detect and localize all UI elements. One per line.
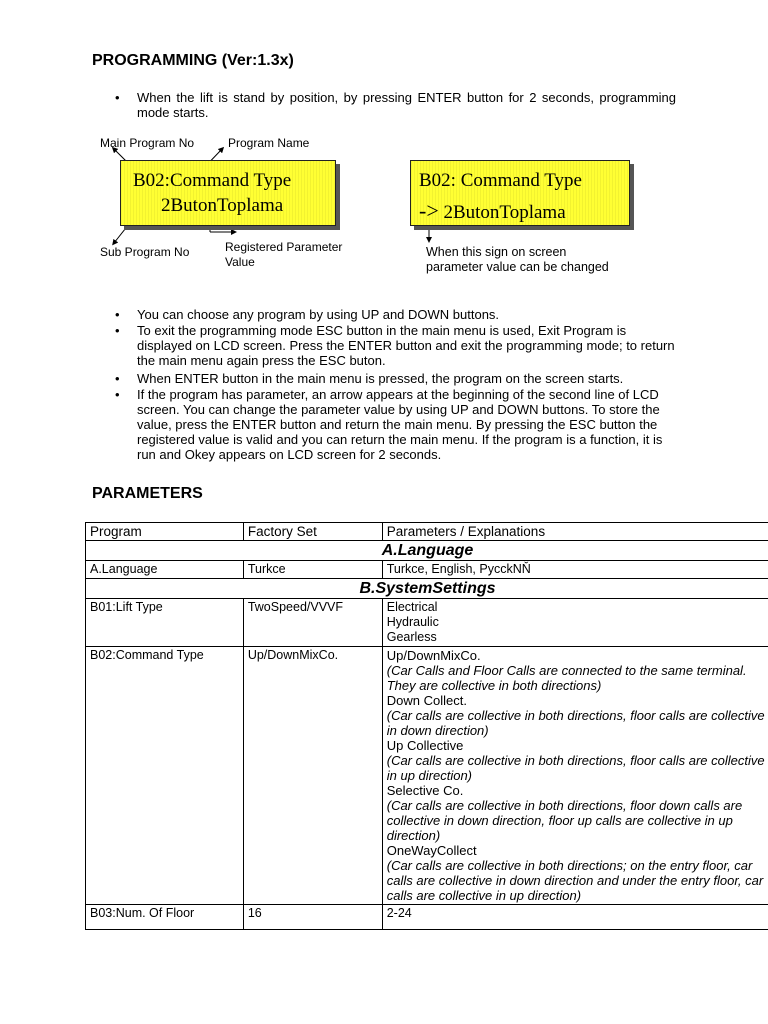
entry-name: Down Collect. [386, 693, 467, 708]
col-header-program: Program [86, 523, 244, 541]
entry-desc: (Car calls are collective in both directions; on the entry floor, car calls are collective in down direction and under the entry floor, car calls are collective in up direction) [386, 858, 764, 903]
bullet-text: When ENTER button in the main menu is pressed, the program on the screen starts. [137, 371, 624, 386]
bullet-item [115, 323, 677, 368]
lcd2-arrow-icon: -> [419, 198, 439, 223]
bullet-text: To exit the programming mode ESC button in the main menu is used, Exit Program is displayed on LCD screen. Press the ENTER button and exit the programming mode; to return the main menu again press the ESC buton. [137, 323, 675, 368]
section-row [86, 579, 768, 599]
parameters-heading: PARAMETERS [92, 485, 203, 502]
registered-value-label: Value [225, 255, 255, 269]
lcd-screen-1 [120, 160, 336, 226]
cell-params [382, 647, 768, 905]
bullet-icon: • [115, 371, 120, 386]
cell-program: B01:Lift Type [86, 599, 244, 647]
cell-program: B03:Num. Of Floor [86, 905, 244, 930]
section-a-title: A.Language [86, 541, 768, 561]
entry-desc: (Car calls are collective in both directions, floor down calls are collective in down direction, floor up calls are collective in up direction) [386, 798, 743, 843]
lcd2-line2 [419, 199, 566, 225]
entry-name: Selective Co. [386, 783, 464, 798]
section-b-title: B.SystemSettings [86, 579, 768, 599]
intro-bullet-text: When the lift is stand by position, by pressing ENTER button for 2 seconds, programming mode starts. [137, 90, 676, 120]
entry-name: Up/DownMixCo. [386, 648, 481, 663]
option-item: Electrical [386, 600, 438, 614]
cell-params: 2-24 [382, 905, 768, 930]
program-name-label: Program Name [228, 136, 310, 150]
entry-name: OneWayCollect [386, 843, 477, 858]
entry-desc: (Car calls are collective in both directions, floor calls are collective in down direction) [386, 708, 765, 738]
cell-program: A.Language [86, 561, 244, 579]
sub-program-no-label: Sub Program No [100, 245, 190, 259]
table-row [86, 647, 768, 905]
bullet-text: If the program has parameter, an arrow appears at the beginning of the second line of LCD screen. You can change the parameter value by using UP and DOWN buttons. To store the value, press the ENTER button and return the main menu. By pressing the ESC button the registered value is valid and you can return the main menu. If the program is a function, it is run and Okey appears on LCD screen for 2 seconds. [137, 387, 663, 462]
bullet-item [115, 307, 677, 322]
bullet-text: You can choose any program by using UP and DOWN buttons. [137, 307, 500, 322]
entry-desc: (Car Calls and Floor Calls are connected to the same terminal. They are collective in both directions) [386, 663, 747, 693]
table-row [86, 599, 768, 647]
lcd1-line2: 2ButonToplama [161, 195, 284, 216]
bullet-icon: • [115, 387, 120, 402]
cell-params: Turkce, English, PycckNŇ [382, 561, 768, 579]
option-item: Hydraulic [386, 615, 439, 629]
cell-params [382, 599, 768, 647]
table-row [86, 561, 768, 579]
table-row [86, 905, 768, 930]
entry-desc: (Car calls are collective in both directions, floor calls are collective in up direction) [386, 753, 765, 783]
registered-parameter-label: Registered Parameter [225, 240, 343, 254]
main-program-no-label: Main Program No [100, 136, 195, 150]
entry-name: Up Collective [386, 738, 464, 753]
cell-factory: Up/DownMixCo. [243, 647, 382, 905]
option-item: Gearless [386, 630, 437, 644]
parameters-table [85, 522, 768, 930]
lcd2-value: 2ButonToplama [443, 202, 566, 223]
sign-note-line2: parameter value can be changed [426, 260, 609, 274]
bullet-item [115, 387, 677, 462]
table-header-row [86, 523, 768, 541]
cell-factory: 16 [243, 905, 382, 930]
section-row [86, 541, 768, 561]
sign-note-line1: When this sign on screen [426, 245, 567, 259]
bullet-icon: • [115, 90, 120, 105]
sub-program-arrow [114, 224, 129, 243]
bullet-item [115, 371, 677, 386]
bullet-icon: • [115, 307, 120, 322]
col-header-factory-set: Factory Set [243, 523, 382, 541]
col-header-parameters: Parameters / Explanations [382, 523, 768, 541]
page-title: PROGRAMMING (Ver:1.3x) [92, 52, 294, 69]
cell-factory: Turkce [243, 561, 382, 579]
cell-program: B02:Command Type [86, 647, 244, 905]
bullet-icon: • [115, 323, 120, 338]
lcd2-line1: B02: Command Type [419, 170, 582, 191]
lcd-screen-2 [410, 160, 630, 226]
cell-factory: TwoSpeed/VVVF [243, 599, 382, 647]
lcd1-line1: B02:Command Type [133, 170, 292, 191]
